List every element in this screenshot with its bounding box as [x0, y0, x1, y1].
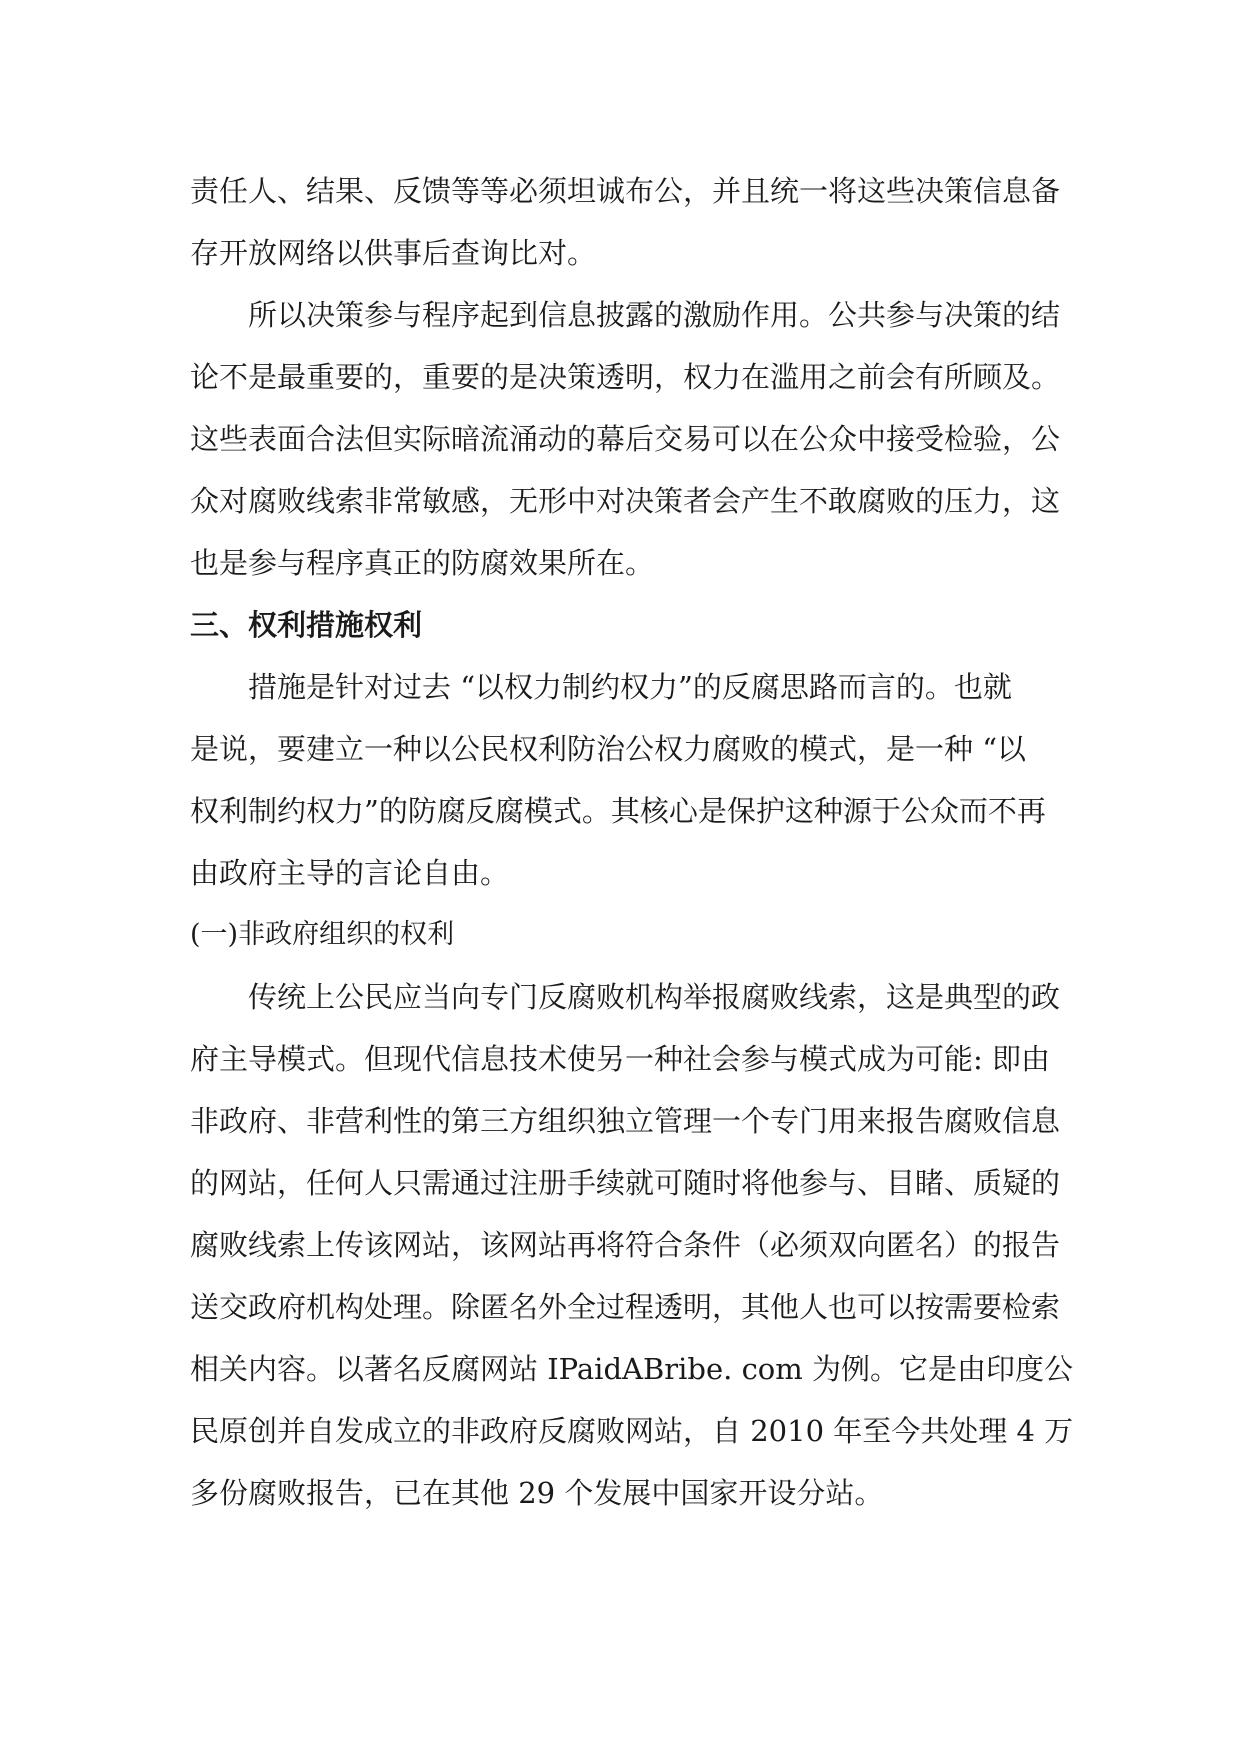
text-line: 众对腐败线索非常敏感，无形中对决策者会产生不敢腐败的压力，这	[190, 484, 1061, 518]
paragraph-4	[190, 966, 1074, 1524]
paragraph-1	[190, 160, 1060, 284]
text-line: 责任人、结果、反馈等等必须坦诚布公，并且统一将这些决策信息备	[190, 174, 1061, 208]
section-heading: 三、权利措施权利	[190, 608, 423, 642]
text-line: 传统上公民应当向专门反腐败机构举报腐败线索，这是典型的政	[248, 980, 1061, 1014]
text-line: 这些表面合法但实际暗流涌动的幕后交易可以在公众中接受检验，公	[190, 422, 1061, 456]
text-line: 多份腐败报告，已在其他 29 个发展中国家开设分站。	[190, 1476, 884, 1510]
paragraph-2	[190, 284, 1060, 594]
text-line: 非政府、非营利性的第三方组织独立管理一个专门用来报告腐败信息	[190, 1104, 1061, 1138]
text-line: 存开放网络以供事后查询比对。	[190, 236, 597, 270]
text-line: 送交政府机构处理。除匿名外全过程透明，其他人也可以按需要检索	[190, 1290, 1061, 1324]
document-page	[190, 160, 1074, 1524]
text-line: 相关内容。以著名反腐网站 IPaidABribe. com 为例。它是由印度公	[190, 1352, 1073, 1386]
text-line: 权利制约权力”的防腐反腐模式。其核心是保护这种源于公众而不再	[190, 794, 1046, 828]
text-line: 腐败线索上传该网站，该网站再将符合条件（必须双向匿名）的报告	[190, 1228, 1061, 1262]
text-line: 措施是针对过去 “以权力制约权力”的反腐思路而言的。也就	[248, 670, 1012, 704]
text-line: 由政府主导的言论自由。	[190, 856, 510, 890]
text-line: 论不是最重要的，重要的是决策透明，权力在滥用之前会有所顾及。	[190, 360, 1061, 394]
text-line: 也是参与程序真正的防腐效果所在。	[190, 546, 655, 580]
text-line: 是说，要建立一种以公民权利防治公权力腐败的模式，是一种 “以	[190, 732, 1027, 766]
text-line: 所以决策参与程序起到信息披露的激励作用。公共参与决策的结	[248, 298, 1061, 332]
text-line: 的网站，任何人只需通过注册手续就可随时将他参与、目睹、质疑的	[190, 1166, 1061, 1200]
paragraph-3	[190, 656, 1060, 904]
subsection-heading: (一)非政府组织的权利	[190, 919, 455, 950]
text-line: 民原创并自发成立的非政府反腐败网站，自 2010 年至今共处理 4 万	[190, 1414, 1074, 1448]
text-line: 府主导模式。但现代信息技术使另一种社会参与模式成为可能: 即由	[190, 1042, 1050, 1076]
